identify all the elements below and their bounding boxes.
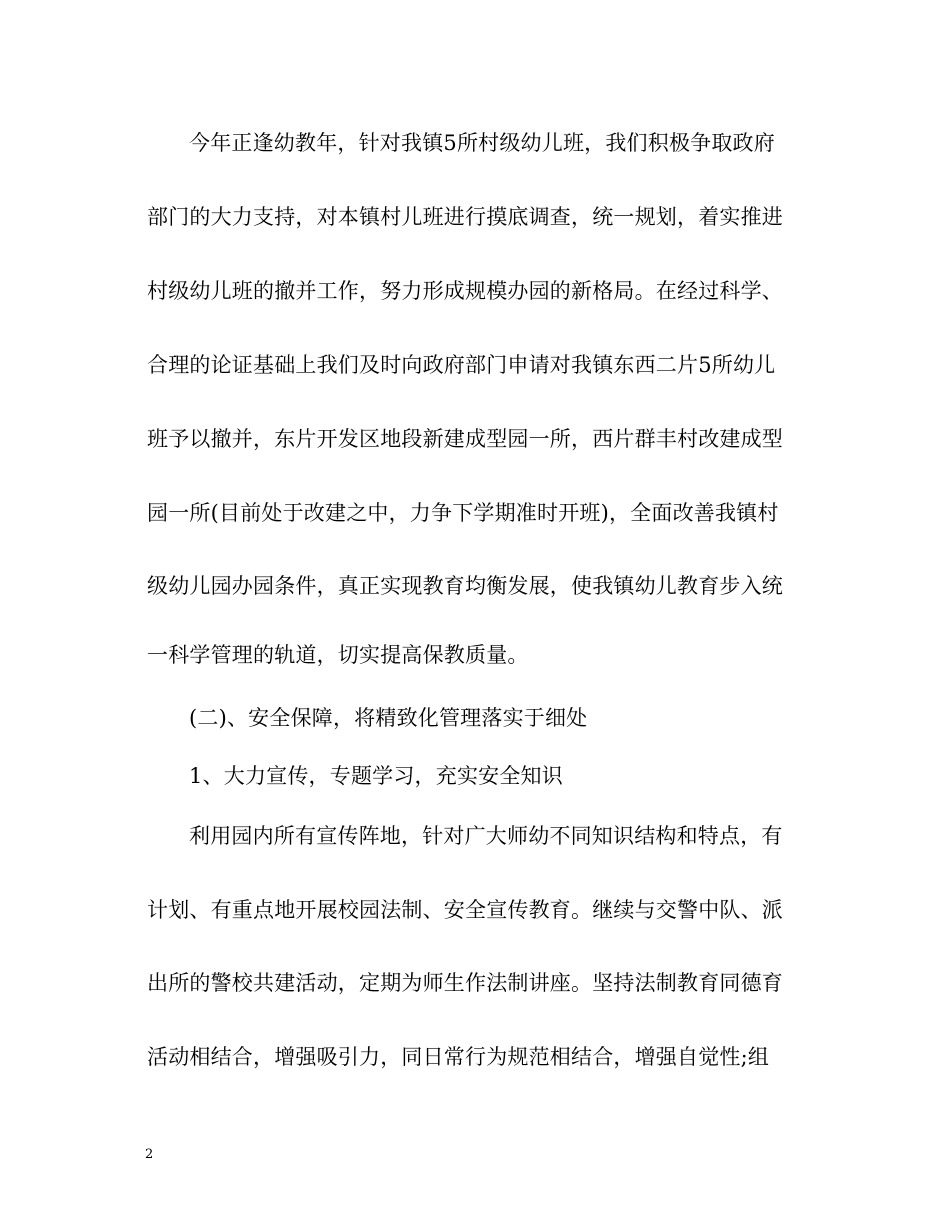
- text-line: 合理的论证基础上我们及时向政府部门申请对我镇东西二片5所幼儿: [147, 353, 776, 377]
- text-line: 园一所(目前处于改建之中，力争下学期准时开班)，全面改善我镇村: [147, 501, 779, 525]
- body-paragraph: [147, 277, 807, 305]
- text-line: 活动相结合，增强吸引力，同日常行为规范相结合，增强自觉性;组: [147, 1045, 770, 1069]
- body-paragraph: [147, 203, 807, 231]
- body-paragraph: [147, 896, 807, 924]
- body-paragraph: [147, 351, 807, 379]
- heading-text: (二)、安全保障，将精致化管理落实于细处: [189, 706, 588, 730]
- body-paragraph: [147, 969, 807, 997]
- body-paragraph: [147, 1043, 807, 1071]
- text-line: 今年正逢幼教年，针对我镇5所村级幼儿班，我们积极争取政府: [189, 131, 775, 155]
- subsection-heading: [147, 762, 807, 790]
- body-paragraph: [147, 572, 807, 600]
- body-paragraph: [147, 822, 807, 850]
- body-paragraph: [147, 641, 807, 669]
- text-line: 计划、有重点地开展校园法制、安全宣传教育。继续与交警中队、派: [147, 898, 783, 922]
- text-line: 一科学管理的轨道，切实提高保教质量。: [147, 643, 529, 667]
- page-number: 2: [145, 1147, 154, 1162]
- body-paragraph: [147, 425, 807, 453]
- body-paragraph: [147, 499, 807, 527]
- text-line: 利用园内所有宣传阵地，针对广大师幼不同知识结构和特点，有: [189, 824, 783, 848]
- text-line: 级幼儿园办园条件，真正实现教育均衡发展，使我镇幼儿教育步入统: [147, 574, 783, 598]
- body-paragraph: [147, 129, 807, 157]
- text-line: 村级幼儿班的撤并工作，努力形成规模办园的新格局。在经过科学、: [147, 279, 783, 303]
- text-line: 部门的大力支持，对本镇村儿班进行摸底调查，统一规划，着实推进: [147, 205, 783, 229]
- heading-text: 1、大力宣传，专题学习，充实安全知识: [189, 764, 563, 788]
- section-heading: [147, 704, 807, 732]
- text-line: 出所的警校共建活动，定期为师生作法制讲座。坚持法制教育同德育: [147, 971, 783, 995]
- text-line: 班予以撤并，东片开发区地段新建成型园一所，西片群丰村改建成型: [147, 427, 783, 451]
